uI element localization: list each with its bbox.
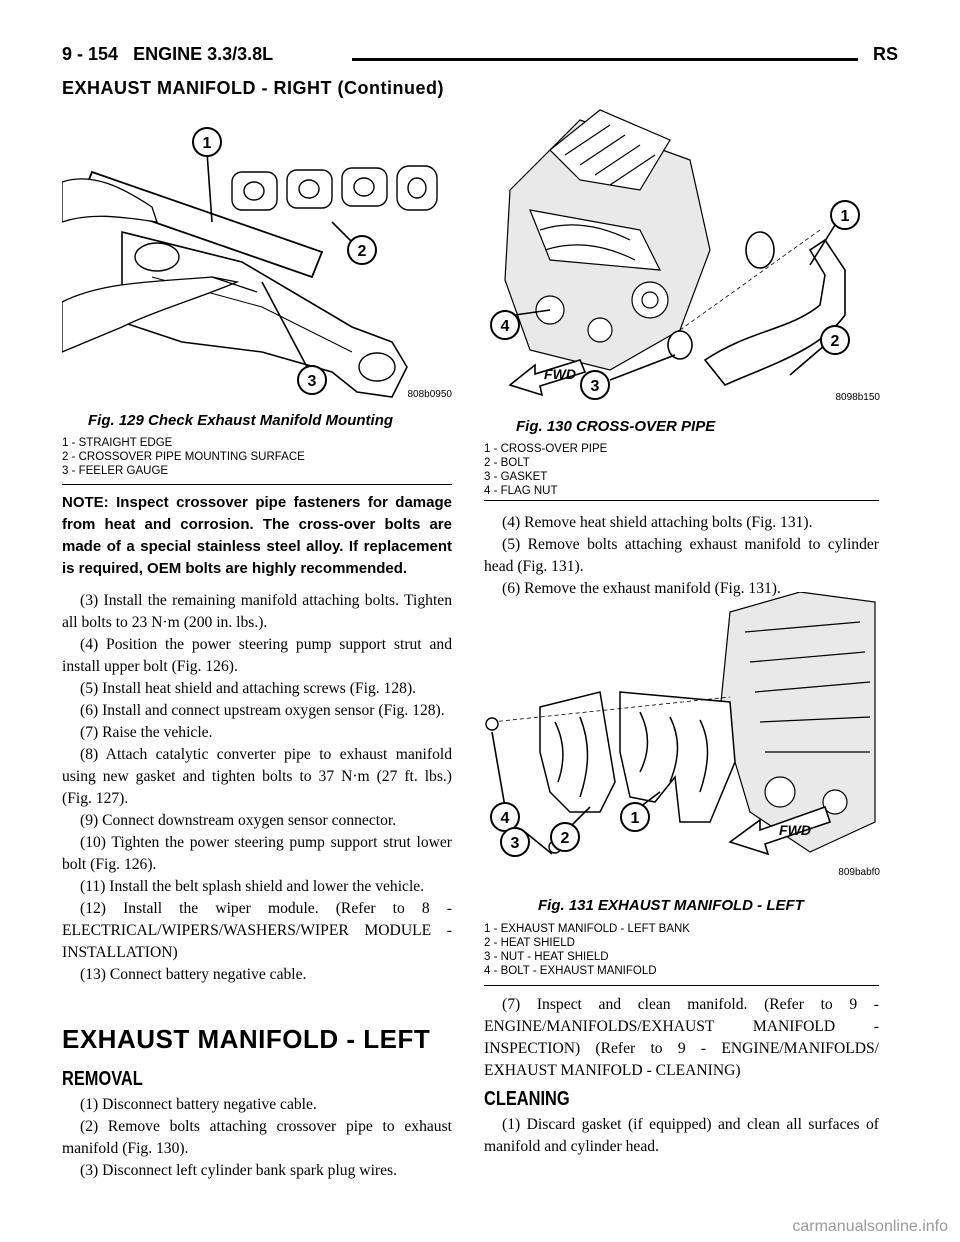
fig129-callout-3: 3 [307, 373, 317, 390]
fig129-legend-item: 2 - CROSSOVER PIPE MOUNTING SURFACE [62, 451, 305, 463]
continued-title: EXHAUST MANIFOLD - RIGHT (Continued) [62, 78, 444, 98]
header-code: RS [872, 44, 898, 64]
figure-129-illustration [62, 112, 452, 402]
fig131-callout-4: 4 [500, 810, 510, 827]
fig129-callout-2: 2 [357, 243, 367, 260]
right-column-steps [484, 512, 879, 600]
fig130-rule [484, 500, 879, 501]
left-column [62, 492, 452, 986]
fig129-image-code: 808b0950 [407, 389, 452, 400]
fig130-title: Fig. 130 CROSS-OVER PIPE [516, 418, 716, 435]
step-13-battery: (13) Connect battery negative cable. [80, 966, 307, 983]
fig130-fwd-label: FWD [544, 366, 576, 382]
fig131-legend-item: 2 - HEAT SHIELD [484, 937, 575, 949]
fig129-legend-item: 1 - STRAIGHT EDGE [62, 437, 173, 449]
header-rule [352, 58, 858, 61]
step-5-heat-shield: (5) Install heat shield and attaching screws (Fig. 128). [80, 680, 417, 697]
removal-steps [62, 1094, 452, 1182]
fig130-legend-item: 2 - BOLT [484, 457, 530, 469]
fig131-callout-2: 2 [560, 830, 570, 847]
cleaning-steps [484, 1114, 879, 1158]
removal-step-1: (1) Disconnect battery negative cable. [80, 1096, 317, 1113]
fig130-legend [484, 442, 607, 498]
removal-step-5: (5) Remove bolts attaching exhaust manifold to cylinder head (Fig. 131). [484, 536, 879, 575]
cleaning-step-1: (1) Discard gasket (if equipped) and clean all surfaces of manifold and cylinder head. [484, 1116, 879, 1155]
fig131-rule [484, 985, 879, 986]
step-6-oxygen-sensor: (6) Install and connect upstream oxygen sensor (Fig. 128). [80, 702, 445, 719]
fig131-title: Fig. 131 EXHAUST MANIFOLD - LEFT [538, 897, 804, 914]
page-header [62, 44, 898, 74]
cleaning-heading: CLEANING [484, 1088, 570, 1110]
removal-step-7: (7) Inspect and clean manifold. (Refer to 9 - ENGINE/MANIFOLDS/EXHAUST MANIFOLD - INSPECTION) (Refer to 9 - ENGINE/MANIFOLDS/ EXHAUST MANIFOLD - CLEANING) [484, 996, 879, 1079]
fig131-legend-item: 1 - EXHAUST MANIFOLD - LEFT BANK [484, 923, 690, 935]
watermark: carmanualsonline.info [792, 1218, 948, 1235]
removal-heading: REMOVAL [62, 1068, 143, 1090]
fig130-callout-4: 4 [500, 318, 510, 335]
removal-step-6: (6) Remove the exhaust manifold (Fig. 131). [502, 580, 781, 597]
note-crossover-fasteners: NOTE: Inspect crossover pipe fasteners for damage from heat and corrosion. The cross-over bolts are made of a special stainless steel alloy. If replacement is required, OEM bolts are highly recommended. [62, 494, 452, 577]
fig130-legend-item: 1 - CROSS-OVER PIPE [484, 443, 608, 455]
removal-step-2: (2) Remove bolts attaching crossover pipe to exhaust manifold (Fig. 130). [62, 1118, 452, 1157]
removal-step-4: (4) Remove heat shield attaching bolts (Fig. 131). [502, 514, 813, 531]
fig129-legend-item: 3 - FEELER GAUGE [62, 465, 169, 477]
fig130-callout-3: 3 [590, 378, 600, 395]
step-4-power-steering: (4) Position the power steering pump support strut and install upper bolt (Fig. 126). [62, 636, 452, 675]
step-12-wiper-module: (12) Install the wiper module. (Refer to 8 - ELECTRICAL/WIPERS/WASHERS/WIPER MODULE - INSTALLATION) [62, 900, 452, 961]
fig130-image-code: 8098b150 [835, 392, 880, 403]
figure-130-illustration [490, 100, 880, 405]
fig131-legend-item: 3 - NUT - HEAT SHIELD [484, 951, 609, 963]
section-title: EXHAUST MANIFOLD - LEFT [62, 1024, 431, 1054]
right-column-lower [484, 994, 879, 1082]
fig130-callout-1: 1 [840, 208, 850, 225]
fig129-legend [62, 436, 305, 478]
step-7-raise-vehicle: (7) Raise the vehicle. [80, 724, 213, 741]
removal-step-3: (3) Disconnect left cylinder bank spark plug wires. [80, 1162, 397, 1179]
figure-131-illustration [480, 592, 880, 882]
step-9-downstream-sensor: (9) Connect downstream oxygen sensor connector. [80, 812, 397, 829]
fig131-legend [484, 922, 690, 978]
step-3-install-bolts: (3) Install the remaining manifold attaching bolts. Tighten all bolts to 23 N·m (200 in. lbs.). [62, 592, 452, 631]
fig130-callout-2: 2 [830, 333, 840, 350]
step-10-strut-bolt: (10) Tighten the power steering pump support strut lower bolt (Fig. 126). [62, 834, 452, 873]
step-8-catalytic-pipe: (8) Attach catalytic converter pipe to exhaust manifold using new gasket and tighten bolts to 37 N·m (27 ft. lbs.) (Fig. 127). [62, 746, 452, 807]
fig131-fwd-label: FWD [779, 822, 811, 838]
fig131-callout-1: 1 [630, 810, 640, 827]
fig131-legend-item: 4 - BOLT - EXHAUST MANIFOLD [484, 965, 657, 977]
step-11-splash-shield: (11) Install the belt splash shield and lower the vehicle. [80, 878, 425, 895]
fig130-legend-item: 4 - FLAG NUT [484, 485, 558, 497]
fig131-image-code: 809babf0 [838, 867, 880, 878]
fig129-rule [62, 484, 452, 485]
fig129-callout-1: 1 [202, 135, 212, 152]
page-number-section: 9 - 154 ENGINE 3.3/3.8L [62, 44, 274, 64]
fig129-title: Fig. 129 Check Exhaust Manifold Mounting [88, 412, 394, 429]
fig130-legend-item: 3 - GASKET [484, 471, 548, 483]
fig131-callout-3: 3 [510, 835, 520, 852]
